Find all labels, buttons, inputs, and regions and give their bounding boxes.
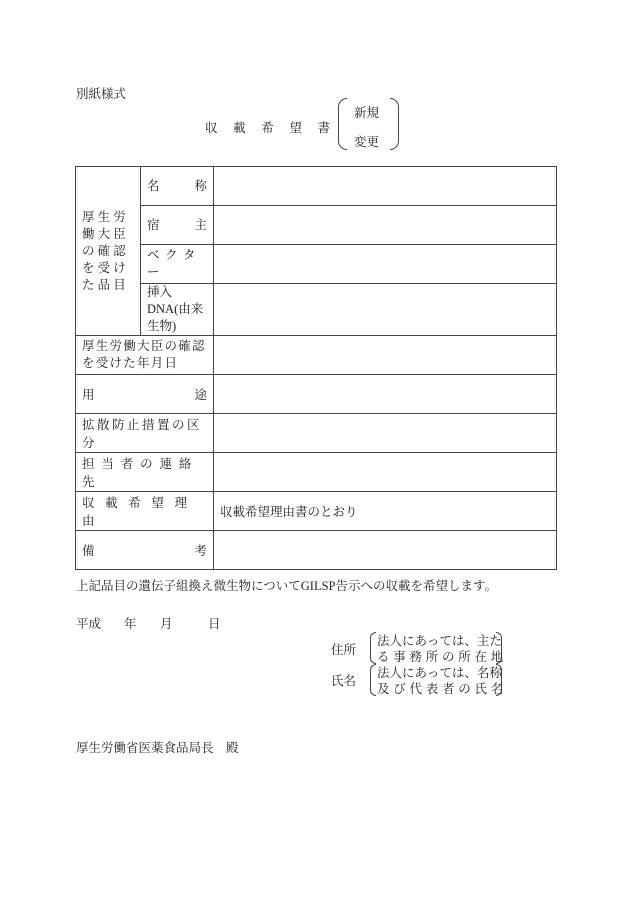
row-label: 途 (194, 388, 207, 402)
reason-value[interactable]: 収載希望理由書のとおり (214, 492, 557, 531)
row-label: 挿入DNA(由来生物) (141, 284, 214, 336)
date-year: 年 (124, 617, 137, 631)
option-new: 新規 (354, 106, 380, 120)
date-era: 平成 (76, 617, 102, 631)
row-label: ベクター (141, 245, 214, 284)
row-label: 収載希望理由 (76, 492, 214, 531)
group-label: 厚生労働大臣の確認を受けた品目 (76, 167, 141, 336)
date-month: 月 (160, 617, 173, 631)
confirmation-date-value[interactable] (214, 336, 557, 375)
bracket-left (370, 632, 376, 664)
row-label: 称 (194, 178, 207, 193)
address-note: 法人にあっては、主た (377, 634, 502, 648)
application-table (75, 166, 557, 570)
bracket-left (338, 98, 347, 150)
vector-value[interactable] (214, 245, 557, 284)
row-label: 宿 (147, 217, 160, 232)
statement: 上記品目の遺伝子組換え微生物についてGILSP告示への収載を希望します。 (76, 579, 497, 593)
remarks-value[interactable] (214, 531, 557, 570)
address-note: る事務所の所在地 (377, 650, 508, 664)
row-label: 備 (82, 544, 95, 558)
row-label: 用 (82, 388, 95, 402)
date-day: 日 (208, 617, 221, 631)
name-note: 及び代表者の氏名 (377, 682, 508, 696)
row-label: 名 (147, 178, 160, 193)
address-label: 住所 (331, 643, 357, 657)
page-title: 収 載 希 望 書 (205, 121, 337, 135)
form-label: 別紙様式 (76, 87, 127, 101)
contact-value[interactable] (214, 453, 557, 492)
name-note: 法人にあっては、名称 (377, 666, 502, 680)
containment-value[interactable] (214, 414, 557, 453)
row-label: 考 (194, 544, 207, 558)
inserted-dna-value[interactable] (214, 284, 557, 336)
row-label: 担当者の連絡先 (76, 453, 214, 492)
option-change: 変更 (354, 135, 380, 149)
addressee: 厚生労働省医薬食品局長 殿 (76, 741, 239, 755)
host-value[interactable] (214, 206, 557, 245)
bracket-right (390, 98, 399, 150)
use-value[interactable] (214, 375, 557, 414)
row-label: 主 (194, 217, 207, 232)
bracket-left (370, 664, 376, 696)
row-label: 厚生労働大臣の確認を受けた年月日 (76, 336, 214, 375)
name-value[interactable] (214, 167, 557, 206)
name-label: 氏名 (331, 674, 357, 688)
row-label: 拡散防止措置の区分 (76, 414, 214, 453)
